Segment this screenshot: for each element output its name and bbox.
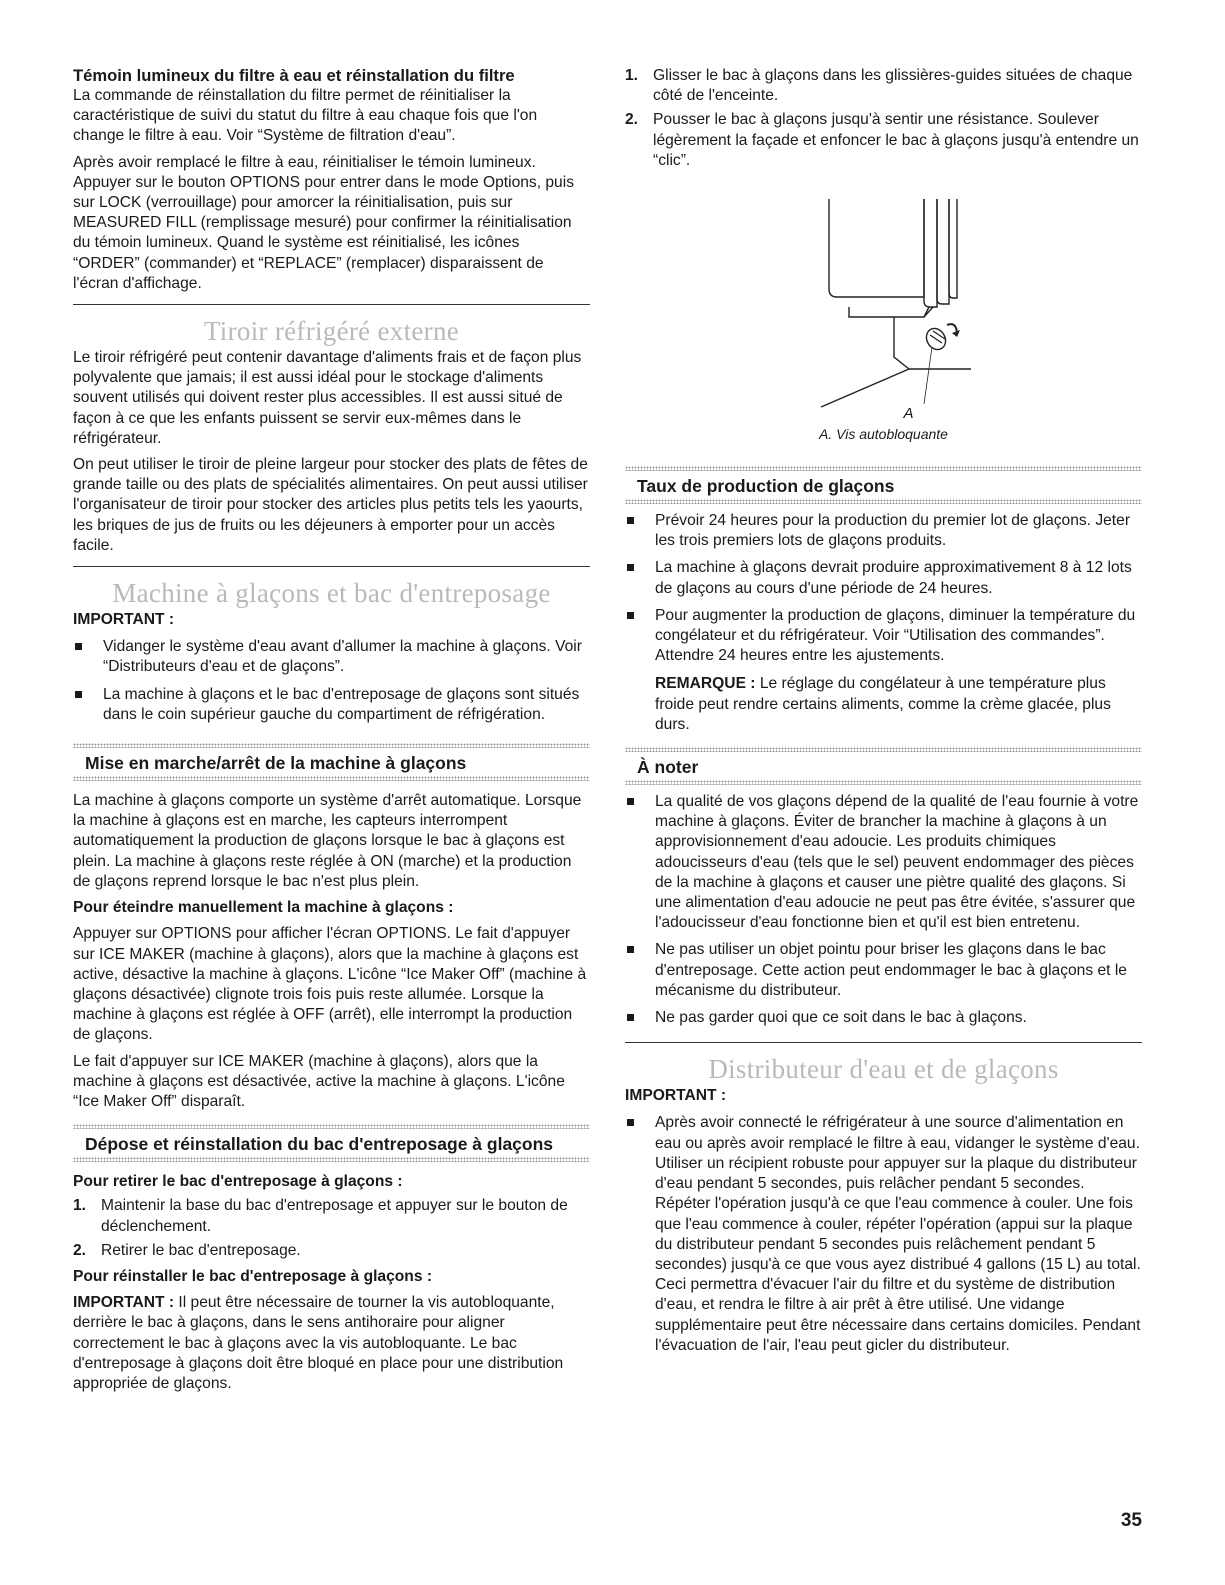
drawer-paragraph-2: On peut utiliser le tiroir de pleine largeur pour stocker des plats de fêtes de grande taille ou des plats de spécialités alimentaires. On peut aussi utiliser l'organisateur de tiroir pour stocker des articles plus petits tels les yaourts, les briques de jus de fruits ou les déjeuners à emporter pour un accès facile. (73, 456, 588, 554)
figure-label: A (903, 405, 914, 423)
dotted-divider (625, 780, 1142, 785)
filter-indicator-paragraph-2: Après avoir remplacé le filtre à eau, réinitialiser le témoin lumineux. Appuyer sur le bouton OPTIONS pour entrer dans le mode Options, puis sur LOCK (verrouillage) pour amorcer la réinitialisation, puis sur MEASURED FILL (remplissage mesuré) pour confirmer la réinitialisation du témoin lumineux. Quand le système est réinitialisé, les icônes “ORDER” (commander) et “REPLACE” (remplacer) disparaissent de l'écran d'affichage. (73, 153, 574, 292)
icemaker-onoff-paragraph-2: Appuyer sur OPTIONS pour afficher l'écran OPTIONS. Le fait d'appuyer sur ICE MAKER (machine à glaçons), alors que la machine à glaçons est active, désactive la machine à glaçons. L'icône “Ice Maker Off” (machine à glaçons désactivée) clignote trois fois puis reste allumée. Lorsque la machine à glaçons est réglée à OFF (arrêt), elle interrompt la production de glaçons. (73, 925, 587, 1044)
section-divider (73, 566, 590, 567)
bin-section-title: Dépose et réinstallation du bac d'entreposage à glaçons (85, 1134, 554, 1155)
list-item: Prévoir 24 heures pour la production du premier lot de glaçons. Jeter les trois premiers lots de glaçons produits. (625, 511, 1142, 551)
square-bullet-icon (75, 643, 82, 650)
list-item: Vidanger le système d'eau avant d'allumer la machine à glaçons. Voir “Distributeurs d'eau et de glaçons”. (73, 637, 590, 677)
manual-off-heading: Pour éteindre manuellement la machine à glaçons : (73, 899, 454, 917)
bin-install-important: IMPORTANT : Il peut être nécessaire de tourner la vis autobloquante, derrière le bac à glaçons, dans le sens antihoraire pour aligner correctement le bac à glaçons avec la vis autobloquante. Le bac d'entreposage à glaçons doit être bloqué en place pour une distribution appropriée de glaçons. (73, 1294, 564, 1392)
dispenser-important-list (625, 1113, 1142, 1355)
list-item: La qualité de vos glaçons dépend de la qualité de l'eau fournie à votre machine à glaçons. Éviter de brancher la machine à glaçons à un approvisionnement d'eau adoucie. Les produits chimiques adoucisseurs d'eau (tels que le sel) peuvent endommager des pièces de la machine à glaçons et causer une piètre qualité des glaçons. Si une alimentation d'eau adoucie ne peut pas être évitée, s'assurer que l'adoucisseur d'eau fonctionne bien et qu'il est bien entretenu. (625, 792, 1142, 933)
list-item: Pour augmenter la production de glaçons, diminuer la température du congélateur et du réfrigérateur. Voir “Utilisation des commandes”. Attendre 24 heures entre les ajustements. REMARQUE : Le réglage du congélateur à une température plus froide peut rendre certains aliments, comme la crème glacée, plus durs. (625, 606, 1142, 735)
left-column (73, 66, 590, 1394)
icemaker-important-label: IMPORTANT : (73, 611, 175, 629)
square-bullet-icon (627, 564, 634, 571)
bin-install-steps (625, 66, 1142, 171)
page-number: 35 (1120, 1510, 1142, 1531)
production-rate-list (625, 511, 1142, 735)
list-item: Ne pas garder quoi que ce soit dans le bac à glaçons. (625, 1008, 1142, 1028)
square-bullet-icon (627, 1014, 634, 1021)
section-divider (625, 1042, 1142, 1043)
dispenser-important-label: IMPORTANT : (625, 1087, 727, 1105)
production-rate-note: REMARQUE : Le réglage du congélateur à une température plus froide peut rendre certains aliments, comme la crème glacée, plus durs. (655, 675, 1111, 733)
dispenser-section-title: Distributeur d'eau et de glaçons (708, 1054, 1059, 1085)
list-item: La machine à glaçons devrait produire approximativement 8 à 12 lots de glaçons au cours d'une période de 24 heures. (625, 558, 1142, 598)
list-item: La machine à glaçons et le bac d'entreposage de glaçons sont situés dans le coin supérieur gauche du compartiment de réfrigération. (73, 685, 590, 725)
icemaker-onoff-title: Mise en marche/arrêt de la machine à glaçons (85, 753, 467, 774)
production-rate-title: Taux de production de glaçons (637, 476, 895, 497)
icemaker-onoff-paragraph-1: La machine à glaçons comporte un système d'arrêt automatique. Lorsque la machine à glaçons est en marche, les capteurs interrompent automatiquement la production de glaçons lorsque le bac à glaçons est plein. La machine à glaçons reste réglée à ON (marche) et la production de glaçons reprend lorsque le bac n'est plus plein. (73, 792, 582, 890)
list-item: 1. Glisser le bac à glaçons dans les glissières-guides situées de chaque côté de l'enceinte. (625, 67, 1133, 105)
list-item: Ne pas utiliser un objet pointu pour briser les glaçons dans le bac d'entreposage. Cette action peut endommager le bac à glaçons et le mécanisme du distributeur. (625, 940, 1142, 1001)
section-divider (73, 304, 590, 305)
list-item: 2. Pousser le bac à glaçons jusqu'à sentir une résistance. Soulever légèrement la façade et enfoncer le bac à glaçons jusqu'à entendre un “clic”. (625, 111, 1139, 169)
notes-list (625, 792, 1142, 1028)
ice-bin-screw-illustration (719, 179, 1049, 409)
bin-remove-heading: Pour retirer le bac d'entreposage à glaçons : (73, 1173, 403, 1191)
square-bullet-icon (627, 946, 634, 953)
square-bullet-icon (627, 612, 634, 619)
square-bullet-icon (75, 691, 82, 698)
list-item: 1. Maintenir la base du bac d'entreposage et appuyer sur le bouton de déclenchement. (73, 1197, 568, 1235)
notes-title: À noter (637, 757, 699, 778)
square-bullet-icon (627, 798, 634, 805)
list-item: Après avoir connecté le réfrigérateur à une source d'alimentation en eau ou après avoir remplacé le filtre à eau, vidanger le système d'eau. Utiliser un récipient robuste pour appuyer sur la plaque du distributeur d'eau pendant 5 secondes, puis relâcher pendant 5 secondes. Répéter l'opération jusqu'à ce que l'eau commence à couler. Une fois que l'eau commence à couler, répéter l'opération (appui sur la plaque du distributeur pendant 5 secondes puis relâchement pendant 5 secondes) jusqu'à ce que vous ayez distribué 4 gallons (15 L) au total. Ceci permettra d'évacuer l'air du filtre et du système de distribution d'eau, et rendra le filtre à air prêt à être utilisé. Une vidange supplémentaire peut être nécessaire dans certains domiciles. Pendant l'évacuation de l'air, l'eau peut gicler du distributeur. (625, 1113, 1142, 1355)
filter-indicator-paragraph-1: La commande de réinstallation du filtre permet de réinitialiser la caractéristique de suivi du statut du filtre à eau chaque fois que l'on change le filtre à eau. Voir “Système de filtration d'eau”. (73, 87, 538, 145)
icemaker-important-list (73, 637, 590, 725)
square-bullet-icon (627, 1119, 634, 1126)
icemaker-section-title: Machine à glaçons et bac d'entreposage (112, 578, 551, 609)
bin-remove-steps (73, 1196, 590, 1261)
dotted-divider (73, 1157, 590, 1162)
dotted-divider (625, 499, 1142, 504)
dotted-divider (73, 776, 590, 781)
figure-caption: A. Vis autobloquante (819, 426, 948, 443)
list-item: 2. Retirer le bac d'entreposage. (73, 1241, 301, 1259)
drawer-section-title: Tiroir réfrigéré externe (203, 316, 460, 347)
right-column (625, 66, 1142, 1356)
bin-install-heading: Pour réinstaller le bac d'entreposage à glaçons : (73, 1267, 433, 1285)
screw-icon (922, 324, 959, 353)
filter-indicator-heading: Témoin lumineux du filtre à eau et réinstallation du filtre (73, 66, 515, 85)
icemaker-onoff-paragraph-3: Le fait d'appuyer sur ICE MAKER (machine à glaçons), alors que la machine à glaçons est désactivée, active la machine à glaçons. L'icône “Ice Maker Off” disparaît. (73, 1052, 565, 1110)
drawer-paragraph-1: Le tiroir réfrigéré peut contenir davantage d'aliments frais et de façon plus polyvalente que jamais; il est aussi idéal pour le stockage d'aliments souvent utilisés qui doivent rester plus accessibles. Il est aussi situé de façon à ce que les enfants puissent se servir eux-mêmes dans le réfrigérateur. (73, 349, 582, 447)
square-bullet-icon (627, 517, 634, 524)
